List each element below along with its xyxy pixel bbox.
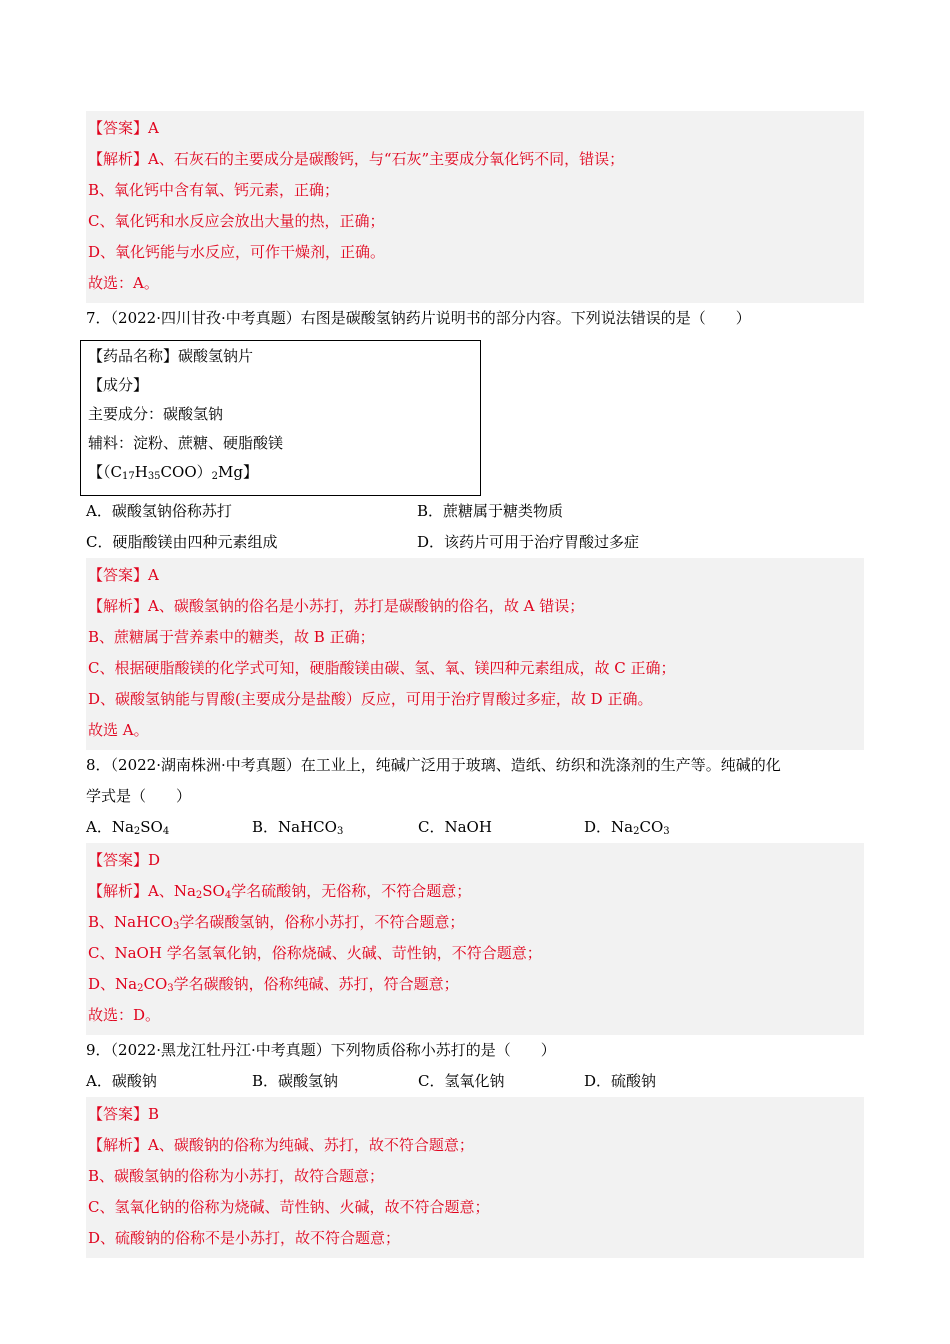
q9-stem: 9．（2022·黑龙江牡丹江·中考真题）下列物质俗称小苏打的是（ ） [86, 1041, 556, 1059]
q7-drug-label-box [80, 340, 481, 496]
q6-analysis-line: B、氧化钙中含有氧、钙元素，正确； [88, 181, 340, 199]
q8-answer: 【答案】D [88, 851, 161, 869]
q8-option-b: B．NaHCO$_3$ [252, 818, 344, 837]
q8-option-c: C．NaOH [418, 818, 492, 836]
q8-options-row [86, 812, 864, 843]
drug-formula: 【$(C_{17}H_{35}COO)_2Mg$】 [88, 463, 258, 482]
q9-analysis-line: B、碳酸氢钠的俗称为小苏打，故符合题意； [88, 1167, 385, 1185]
q6-analysis-line: 故选：A。 [88, 274, 159, 292]
q9-options-row [86, 1066, 864, 1097]
q9-analysis-line: D、硫酸钠的俗称不是小苏打，故不符合题意； [88, 1229, 401, 1247]
drug-main-ingredient: 主要成分：碳酸氢钠 [88, 405, 224, 423]
q9-option-d: D．硫酸钠 [584, 1072, 657, 1090]
q9-option-b: B．碳酸氢钠 [252, 1072, 339, 1090]
q7-options-row [86, 496, 864, 527]
q8-analysis-line: D、$Na_2CO_3$学名碳酸钠，俗称纯碱、苏打，符合题意； [88, 975, 459, 994]
drug-auxiliary: 辅料：淀粉、蔗糖、硬脂酸镁 [88, 434, 284, 452]
drug-name: 【药品名称】碳酸氢钠片 [88, 347, 254, 365]
q6-analysis-line: 【解析】A、石灰石的主要成分是碳酸钙，与“石灰”主要成分氧化钙不同，错误； [88, 150, 625, 168]
q7-analysis-line: 【解析】A、碳酸氢钠的俗名是小苏打，苏打是碳酸钠的俗名，故 A 错误； [88, 597, 585, 615]
q7-options-row [86, 527, 864, 558]
q8-analysis-line: B、NaHCO$_3$学名碳酸氢钠，俗称小苏打，不符合题意； [88, 913, 465, 932]
q9-analysis-line: 【解析】A、碳酸钠的俗称为纯碱、苏打，故不符合题意； [88, 1136, 474, 1154]
q7-analysis-line: D、碳酸氢钠能与胃酸(主要成分是盐酸）反应，可用于治疗胃酸过多症，故 D 正确。 [88, 690, 653, 708]
q9-answer-block [86, 1097, 864, 1258]
drug-ingredients-heading: 【成分】 [88, 376, 149, 394]
q9-option-c: C．氢氧化钠 [418, 1072, 505, 1090]
q9-option-a: A．碳酸钠 [86, 1072, 157, 1090]
q7-option-c: C．硬脂酸镁由四种元素组成 [86, 533, 278, 551]
q9-answer: 【答案】B [88, 1105, 160, 1123]
q8-stem-cont: 学式是（ ） [86, 787, 192, 805]
q6-analysis-line: D、氧化钙能与水反应，可作干燥剂，正确。 [88, 243, 386, 261]
q8-analysis-line: 故选：D。 [88, 1006, 161, 1024]
q7-analysis-line: B、蔗糖属于营养素中的糖类，故 B 正确； [88, 628, 375, 646]
q8-analysis-line: 【解析】A、$Na_2SO_4$学名硫酸钠，无俗称，不符合题意； [88, 882, 472, 901]
q7-analysis-line: C、根据硬脂酸镁的化学式可知，硬脂酸镁由碳、氢、氧、镁四种元素组成，故 C 正确； [88, 659, 676, 677]
q6-analysis-line: C、氧化钙和水反应会放出大量的热，正确； [88, 212, 385, 230]
q8-analysis-line: C、NaOH 学名氢氧化钠，俗称烧碱、火碱、苛性钠，不符合题意； [88, 944, 542, 962]
q7-answer-block [86, 558, 864, 750]
q6-answer: 【答案】A [88, 119, 159, 137]
q7-analysis-line: 故选 A。 [88, 721, 149, 739]
q8-option-a: A．$Na_2SO_4$ [86, 818, 170, 837]
q7-answer: 【答案】A [88, 566, 159, 584]
q8-option-d: D．$Na_2CO_3$ [584, 818, 670, 837]
q7-option-b: B．蔗糖属于糖类物质 [417, 502, 564, 520]
document-page [86, 111, 864, 1258]
q7-option-a: A．碳酸氢钠俗称苏打 [86, 502, 232, 520]
q8-stem: 8．（2022·湖南株洲·中考真题）在工业上，纯碱广泛用于玻璃、造纸、纺织和洗涤剂的生产等。纯碱的化 [86, 756, 781, 774]
q7-stem: 7．（2022·四川甘孜·中考真题）右图是碳酸氢钠药片说明书的部分内容。下列说法错误的是（ ） [86, 309, 751, 327]
q9-analysis-line: C、氢氧化钠的俗称为烧碱、苛性钠、火碱，故不符合题意； [88, 1198, 490, 1216]
q8-answer-block [86, 843, 864, 1035]
q6-answer-block [86, 111, 864, 303]
q7-option-d: D．该药片可用于治疗胃酸过多症 [417, 533, 640, 551]
